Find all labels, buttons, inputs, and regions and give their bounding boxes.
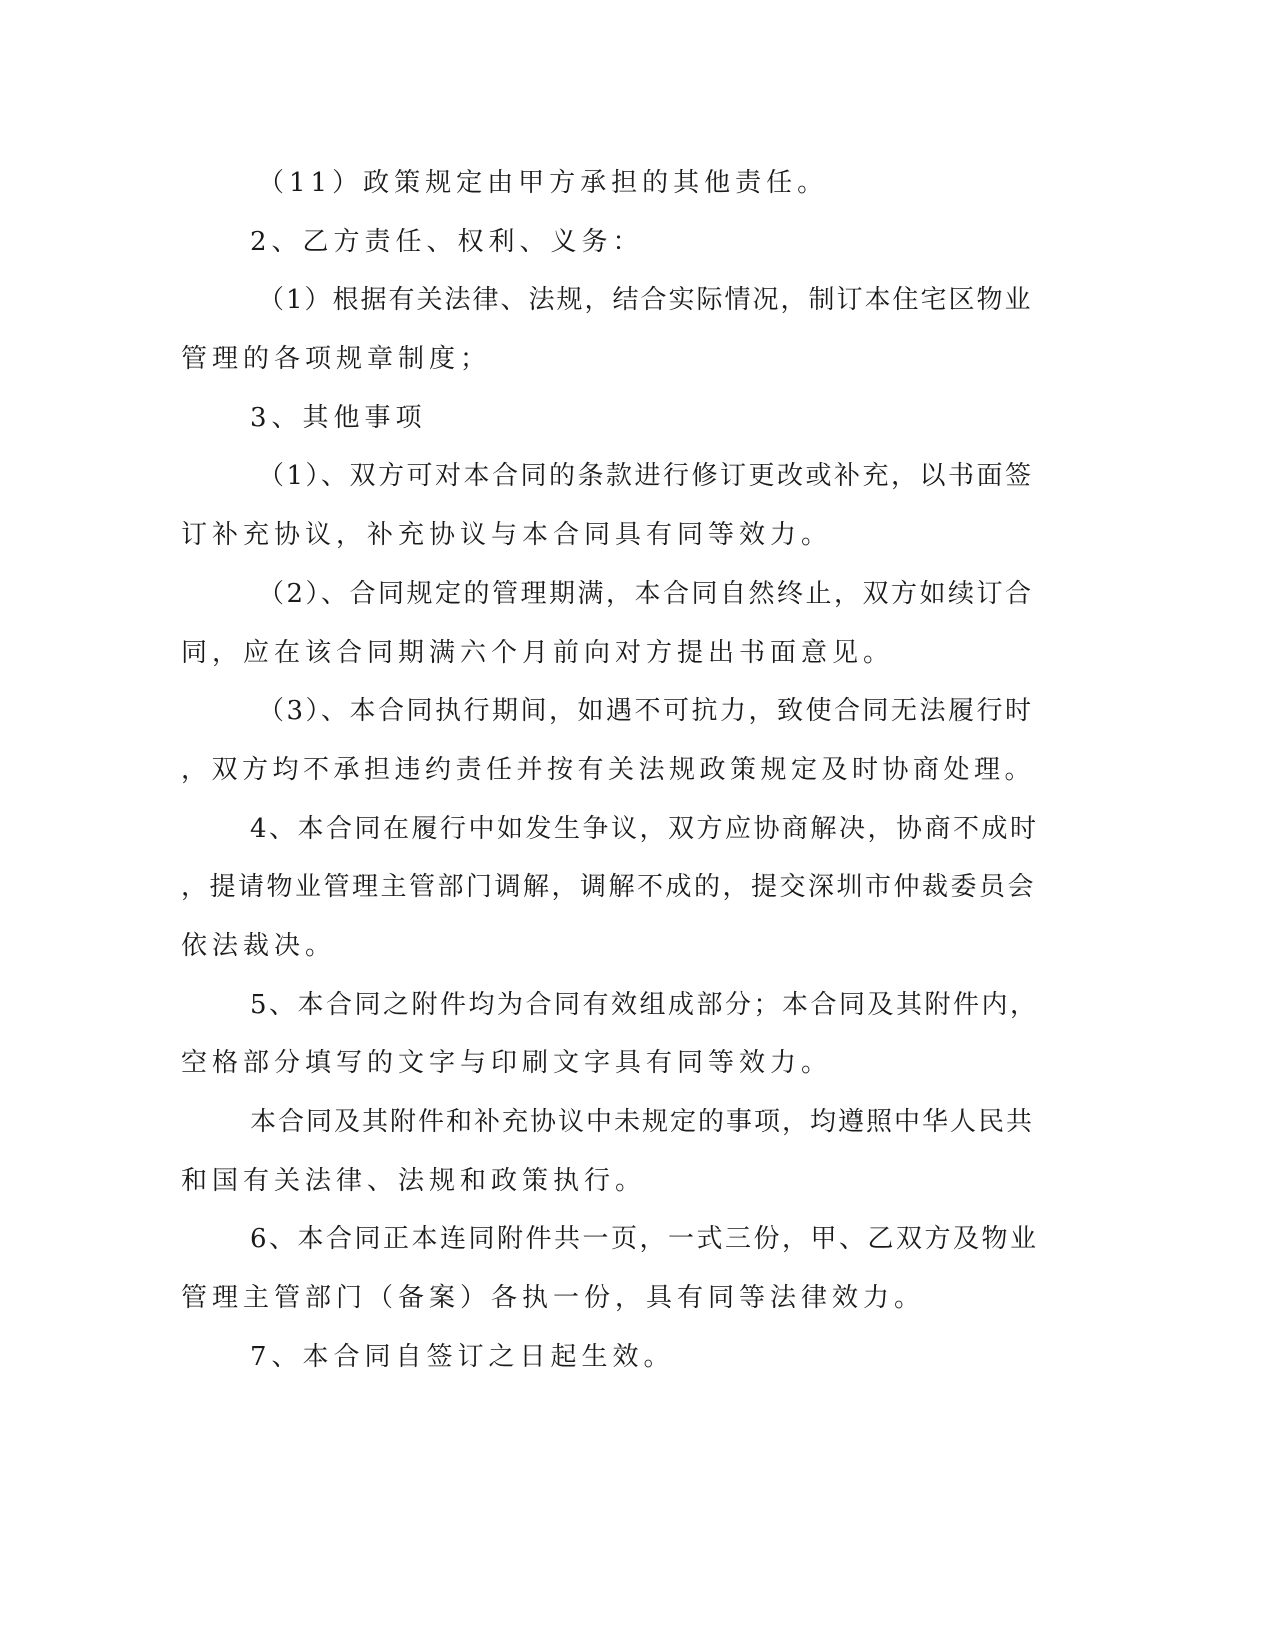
line-clause-4-middle: ，提请物业管理主管部门调解，调解不成的，提交深圳市仲裁委员会 (181, 872, 1037, 902)
line-clause-4-end: 依法裁决。 (181, 931, 337, 961)
line-heading-other: 3、其他事项 (250, 403, 427, 433)
line-clause-6-end: 管理主管部门（备案）各执一份，具有同等法律效力。 (181, 1283, 926, 1313)
line-other-1-end: 订补充协议，补充协议与本合同具有同等效力。 (181, 520, 833, 550)
line-clause-4-start: 4、本合同在履行中如发生争议，双方应协商解决，协商不成时 (250, 814, 1039, 844)
line-clause-b-1-end: 管理的各项规章制度； (181, 344, 492, 374)
line-clause-6-start: 6、本合同正本连同附件共一页，一式三份，甲、乙双方及物业 (250, 1224, 1039, 1254)
line-other-3-start: （3）、本合同执行期间，如遇不可抗力，致使合同无法履行时 (258, 696, 1034, 726)
line-unspecified-start: 本合同及其附件和补充协议中未规定的事项，均遵照中华人民共 (250, 1107, 1035, 1137)
line-clause-b-1-start: （1）根据有关法律、法规，结合实际情况，制订本住宅区物业 (258, 285, 1033, 315)
line-unspecified-end: 和国有关法律、法规和政策执行。 (181, 1166, 647, 1196)
line-other-1-start: （1）、双方可对本合同的条款进行修订更改或补充，以书面签 (258, 461, 1034, 491)
line-clause-a-11: （11）政策规定由甲方承担的其他责任。 (258, 168, 829, 198)
line-other-2-end: 同，应在该合同期满六个月前向对方提出书面意见。 (181, 638, 895, 668)
line-clause-7: 7、本合同自签订之日起生效。 (250, 1342, 675, 1372)
line-other-2-start: （2）、合同规定的管理期满，本合同自然终止，双方如续订合 (258, 579, 1034, 609)
line-heading-party-b: 2、乙方责任、权利、义务： (250, 227, 644, 257)
line-other-3-end: ，双方均不承担违约责任并按有关法规政策规定及时协商处理。 (181, 755, 1036, 785)
line-clause-5-end: 空格部分填写的文字与印刷文字具有同等效力。 (181, 1048, 833, 1078)
line-clause-5-start: 5、本合同之附件均为合同有效组成部分；本合同及其附件内， (250, 990, 1039, 1020)
